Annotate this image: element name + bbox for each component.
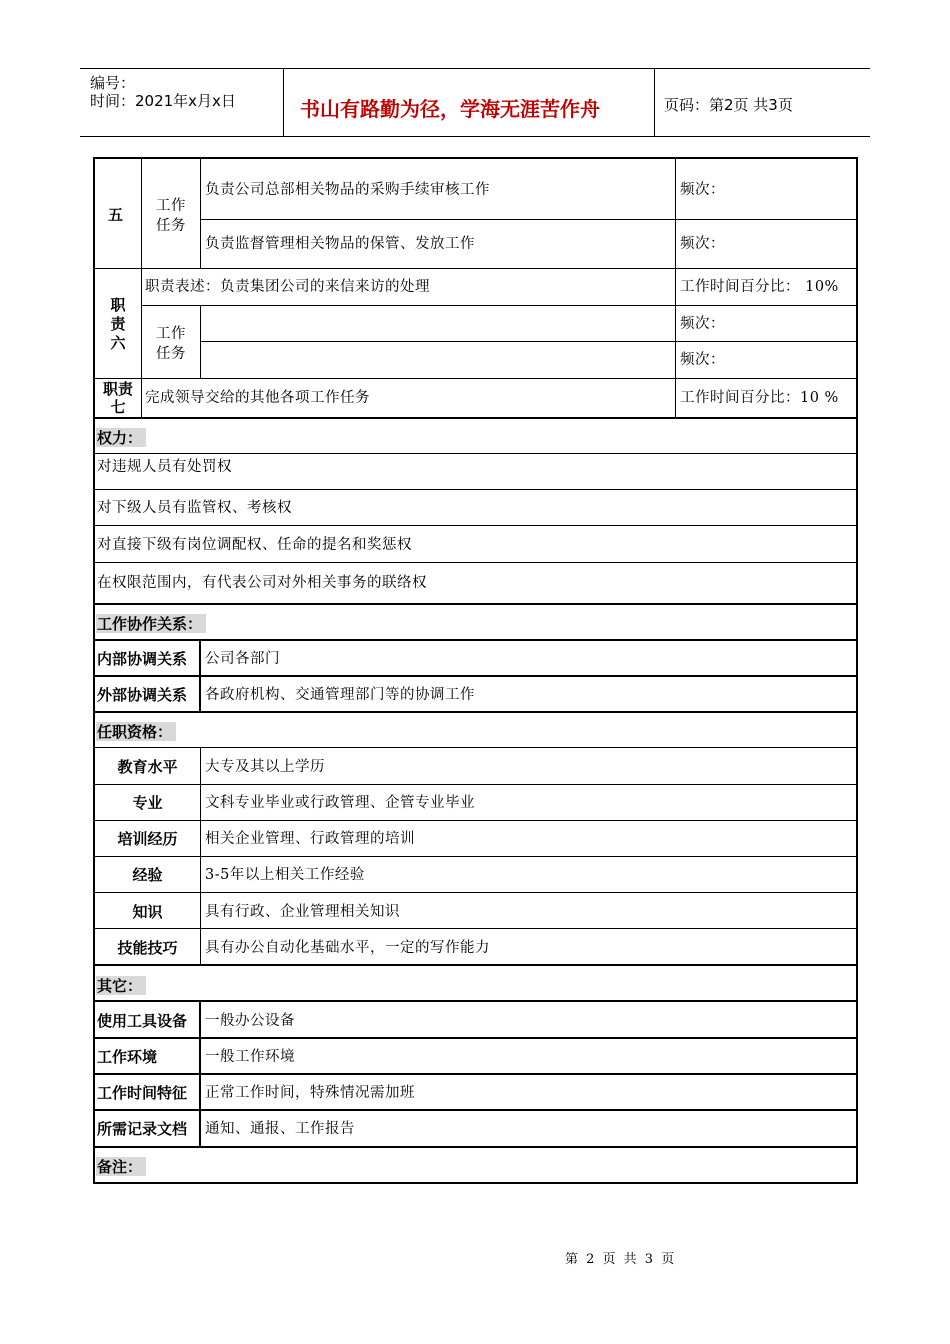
grid-line bbox=[93, 964, 858, 966]
cooperation-heading: 工作协作关系： bbox=[96, 614, 206, 633]
grid-line bbox=[93, 268, 858, 269]
doc-number-label: 编号： bbox=[90, 74, 136, 92]
grid-line bbox=[675, 378, 676, 418]
duty6-freq-1: 频次： bbox=[680, 316, 725, 332]
other-value: 通知、通报、工作报告 bbox=[205, 1121, 355, 1137]
grid-line bbox=[93, 1073, 858, 1075]
grid-line bbox=[93, 747, 858, 748]
duty5-label: 五 bbox=[108, 206, 124, 224]
grid-line bbox=[93, 639, 858, 641]
power-item: 对违规人员有处罚权 bbox=[97, 459, 232, 475]
duty5-task-label: 工作 任务 bbox=[156, 198, 186, 234]
grid-line bbox=[93, 603, 858, 605]
duty5-task-1: 负责公司总部相关物品的采购手续审核工作 bbox=[205, 182, 490, 198]
qualification-value: 相关企业管理、行政管理的培训 bbox=[205, 831, 415, 847]
duty6-task-label: 工作 任务 bbox=[156, 326, 186, 362]
grid-line bbox=[93, 1146, 858, 1148]
grid-line bbox=[93, 417, 858, 419]
grid-line bbox=[93, 1037, 858, 1039]
qualification-label: 技能技巧 bbox=[117, 939, 178, 957]
power-item: 在权限范围内，有代表公司对外相关事务的联络权 bbox=[97, 575, 427, 591]
other-label: 使用工具设备 bbox=[97, 1012, 188, 1030]
duty7-description: 完成领导交给的其他各项工作任务 bbox=[145, 390, 370, 406]
grid-line bbox=[93, 1000, 858, 1002]
power-item: 对直接下级有岗位调配权、任命的提名和奖惩权 bbox=[97, 537, 412, 553]
header-divider bbox=[283, 68, 284, 136]
grid-line bbox=[93, 562, 858, 563]
grid-line bbox=[141, 378, 142, 418]
other-value: 正常工作时间，特殊情况需加班 bbox=[205, 1085, 415, 1101]
grid-line bbox=[200, 219, 857, 220]
qualification-value: 文科专业毕业或行政管理、企管专业毕业 bbox=[205, 795, 475, 811]
qualification-label: 知识 bbox=[132, 903, 163, 921]
page-footer: 第 2 页 共 3 页 bbox=[565, 1252, 677, 1267]
page-indicator: 页码：第2页 共3页 bbox=[664, 96, 793, 114]
other-label: 工作环境 bbox=[97, 1048, 158, 1066]
header-motto: 书山有路勤为径，学海无涯苦作舟 bbox=[300, 97, 600, 121]
other-value: 一般办公设备 bbox=[205, 1013, 295, 1029]
header-top-rule bbox=[80, 68, 870, 69]
qualification-label: 培训经历 bbox=[117, 830, 178, 848]
duty6-description: 职责表述：负责集团公司的来信来访的处理 bbox=[145, 279, 430, 295]
duty5-task-2: 负责监督管理相关物品的保管、发放工作 bbox=[205, 236, 475, 252]
qualification-label: 经验 bbox=[132, 866, 163, 884]
duty7-label: 职责 七 bbox=[102, 380, 133, 416]
duty7-time-percent: 工作时间百分比：10 % bbox=[680, 390, 839, 406]
grid-line bbox=[93, 928, 858, 929]
external-coordination-label: 外部协调关系 bbox=[97, 686, 188, 704]
grid-line bbox=[141, 305, 857, 306]
duty6-time-percent: 工作时间百分比： 10% bbox=[680, 279, 839, 295]
duty6-label: 职 责 六 bbox=[110, 296, 126, 352]
grid-line bbox=[93, 856, 858, 857]
duty6-freq-2: 频次： bbox=[680, 352, 725, 368]
grid-line bbox=[200, 341, 857, 342]
qualification-value: 大专及其以上学历 bbox=[205, 759, 325, 775]
qualification-value: 具有行政、企业管理相关知识 bbox=[205, 904, 400, 920]
grid-line bbox=[93, 820, 858, 821]
external-coordination-value: 各政府机构、交通管理部门等的协调工作 bbox=[205, 687, 475, 703]
header-bottom-rule bbox=[80, 136, 870, 137]
grid-line bbox=[675, 157, 676, 268]
other-label: 所需记录文档 bbox=[97, 1120, 188, 1138]
internal-coordination-label: 内部协调关系 bbox=[97, 650, 188, 668]
qualification-label: 专业 bbox=[132, 794, 163, 812]
grid-line bbox=[93, 453, 858, 454]
grid-line bbox=[93, 711, 858, 713]
grid-line bbox=[93, 525, 858, 526]
qualification-value: 具有办公自动化基础水平，一定的写作能力 bbox=[205, 940, 490, 956]
other-label: 工作时间特征 bbox=[97, 1084, 188, 1102]
qualification-value: 3-5年以上相关工作经验 bbox=[205, 867, 365, 883]
doc-time-label: 时间：2021年x月x日 bbox=[90, 92, 236, 110]
grid-line bbox=[675, 268, 676, 378]
internal-coordination-value: 公司各部门 bbox=[205, 651, 280, 667]
grid-line bbox=[93, 675, 858, 677]
grid-line bbox=[141, 157, 142, 268]
grid-line bbox=[93, 489, 858, 490]
duty5-freq-1: 频次： bbox=[680, 182, 725, 198]
grid-line bbox=[93, 378, 858, 379]
duty5-freq-2: 频次： bbox=[680, 236, 725, 252]
power-item: 对下级人员有监管权、考核权 bbox=[97, 500, 292, 516]
remarks-heading: 备注： bbox=[96, 1157, 146, 1176]
header-divider bbox=[654, 68, 655, 136]
other-value: 一般工作环境 bbox=[205, 1049, 295, 1065]
grid-line bbox=[141, 268, 142, 378]
grid-line bbox=[93, 1109, 858, 1111]
grid-line bbox=[93, 892, 858, 893]
grid-line bbox=[200, 157, 201, 268]
qualifications-heading: 任职资格： bbox=[96, 722, 176, 741]
grid-line bbox=[93, 784, 858, 785]
qualification-label: 教育水平 bbox=[117, 758, 178, 776]
powers-heading: 权力： bbox=[96, 428, 146, 447]
other-heading: 其它： bbox=[96, 976, 146, 995]
